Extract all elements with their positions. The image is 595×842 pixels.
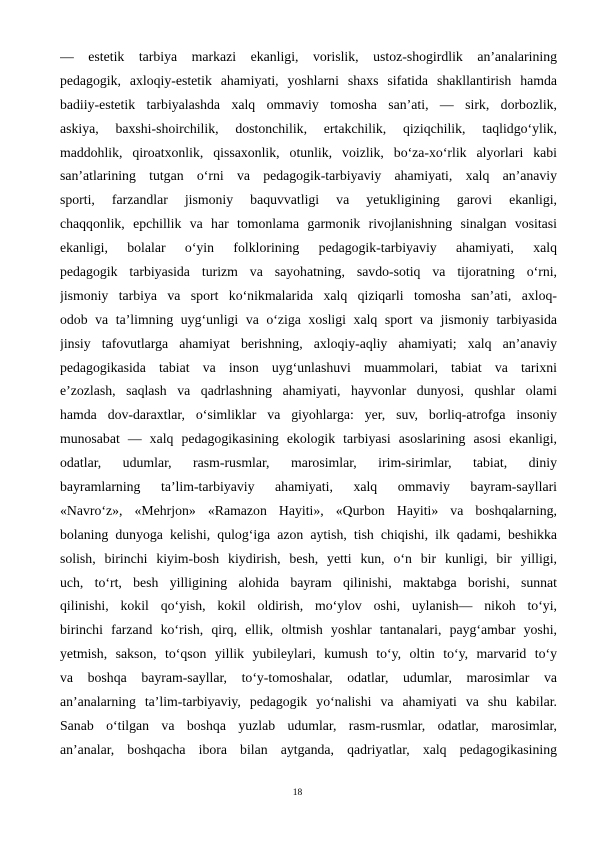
text-line: bolaning dunyoga kelishi, qulog‘iga azon aytish, tish chiqishi, ilk qadami, beshikka — [60, 526, 557, 542]
text-line: an’analar, boshqacha ibora bilan aytganda, qadriyatlar, xalq pedagogikasining — [60, 741, 557, 757]
text-line: bayramlarning ta’lim-tarbiyaviy ahamiyati, xalq ommaviy bayram-sayllari — [60, 479, 557, 495]
text-line: jismoniy tarbiya va sport ko‘nikmalarida xalq qiziqarli tomosha san’ati, axloq- — [60, 287, 557, 303]
text-line: munosabat — xalq pedagogikasining ekologik tarbiyasi asoslarining asosi ekanligi, — [60, 431, 557, 447]
text-line: sporti, farzandlar jismoniy baquvvatligi va yetukligining garovi ekanligi, — [60, 192, 557, 208]
text-line: chaqqonlik, epchillik va har tomonlama garmonik rivojlanishning sinalgan vositasi — [60, 216, 557, 232]
text-line: an’analarning ta’lim-tarbiyaviy, pedagogik yo‘nalishi va ahamiyati va shu kabilar. — [60, 694, 557, 710]
text-line: odatlar, udumlar, rasm-rusmlar, marosimlar, irim-sirimlar, tabiat, diniy — [60, 455, 557, 471]
page-number: 18 — [292, 788, 303, 798]
text-line: pedagogik, axloqiy-estetik ahamiyati, yoshlarni shaxs sifatida shakllantirish hamda — [60, 72, 557, 88]
text-line: e’zozlash, saqlash va qadrlashning ahamiyati, hayvonlar dunyosi, qushlar olami — [60, 383, 557, 399]
text-line: solish, birinchi kiyim-bosh kiydirish, besh, yetti kun, o‘n bir kunligi, bir yilligi, — [60, 550, 557, 566]
text-line: uch, to‘rt, besh yilligining alohida bayram qilinishi, maktabga borishi, sunnat — [60, 574, 557, 590]
text-line: pedagogikasida tabiat va inson uyg‘unlashuvi muammolari, tabiat va tarixni — [60, 359, 557, 375]
text-line: askiya, baxshi-shoirchilik, dostonchilik, ertakchilik, qiziqchilik, taqlidgo‘ylik, — [60, 120, 557, 136]
text-line: pedagogik tarbiyasida turizm va sayohatning, savdo-sotiq va tijoratning o‘rni, — [60, 264, 557, 280]
text-line: «Navro‘z», «Mehrjon» «Ramazon Hayiti», «Qurbon Hayiti» va boshqalarning, — [60, 502, 557, 518]
text-line: Sanab o‘tilgan va boshqa yuzlab udumlar, rasm-rusmlar, odatlar, marosimlar, — [60, 717, 557, 733]
text-line: va boshqa bayram-sayllar, to‘y-tomoshalar, odatlar, udumlar, marosimlar va — [60, 670, 557, 686]
text-line: maddohlik, qiroatxonlik, qissaxonlik, otunlik, voizlik, bo‘za-xo‘rlik alyorlari kabi — [60, 144, 557, 160]
text-line: san’atlarining tutgan o‘rni va pedagogik-tarbiyaviy ahamiyati, xalq an’anaviy — [60, 168, 557, 184]
text-line: jinsiy tafovutlarga ahamiyat berishning, axloqiy-aqliy ahamiyati; xalq an’anaviy — [60, 335, 557, 351]
text-line: ekanligi, bolalar o‘yin folklorining pedagogik-tarbiyaviy ahamiyati, xalq — [60, 240, 557, 256]
text-line: yetmish, sakson, to‘qson yillik yubileylari, kumush to‘y, oltin to‘y, marvarid to‘y — [60, 646, 557, 662]
text-line: odob va ta’limning uyg‘unligi va o‘ziga xosligi xalq sport va jismoniy tarbiyasida — [60, 311, 557, 327]
body-text — [60, 45, 557, 762]
text-line: qilinishi, kokil qo‘yish, kokil oldirish, mo‘ylov oshi, uylanish— nikoh to‘yi, — [60, 598, 557, 614]
text-line: hamda dov-daraxtlar, o‘simliklar va giyohlarga: yer, suv, borliq-atrofga insoniy — [60, 407, 557, 423]
text-line: badiiy-estetik tarbiyalashda xalq ommaviy tomosha san’ati, — sirk, dorbozlik, — [60, 96, 557, 112]
text-line: birinchi farzand ko‘rish, qirq, ellik, oltmish yoshlar tantanalari, payg‘ambar yoshi, — [60, 622, 557, 638]
text-line: — estetik tarbiya markazi ekanligi, vorislik, ustoz-shogirdlik an’analarining — [60, 49, 557, 64]
